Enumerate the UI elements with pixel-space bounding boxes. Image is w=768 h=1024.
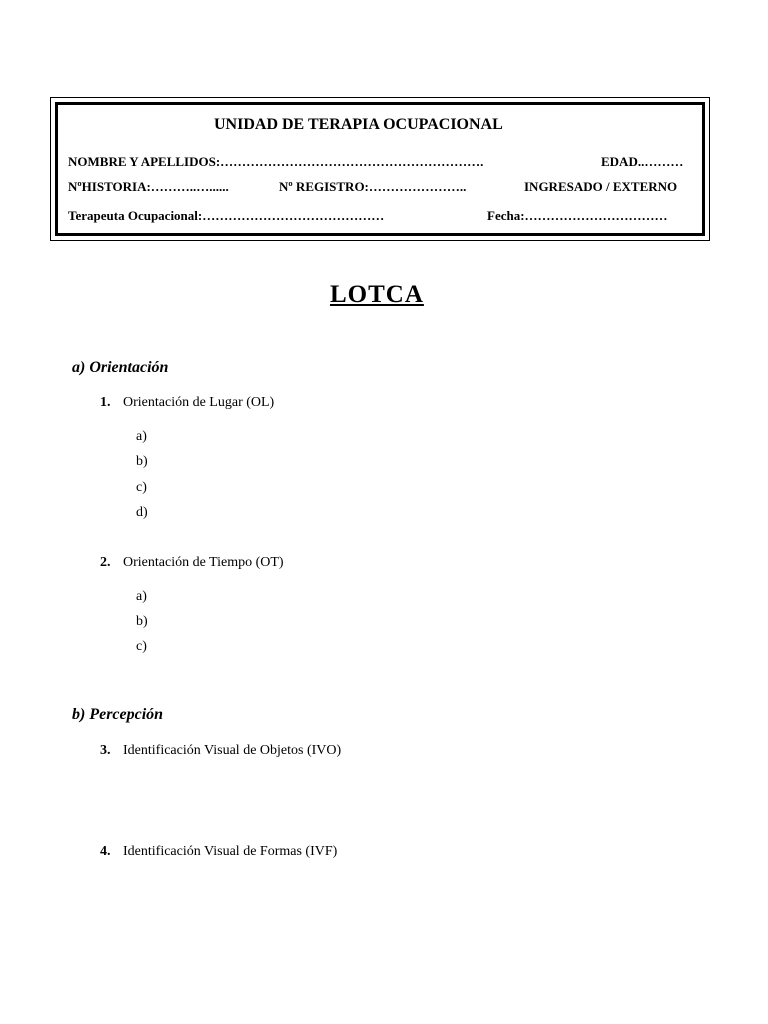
historia-field: NºHISTORIA:………..…...... [68, 179, 229, 194]
ingresado-externo-label: INGRESADO / EXTERNO [524, 179, 678, 194]
item-number: 1. [100, 395, 111, 410]
section-heading-percepcion: b) Percepción [72, 706, 164, 723]
sub-item: d) [136, 505, 148, 520]
item-orientacion-tiempo: Orientación de Tiempo (OT) [123, 555, 284, 570]
document-title: LOTCA [330, 281, 424, 308]
sub-item: b) [136, 614, 148, 629]
unit-title: UNIDAD DE TERAPIA OCUPACIONAL [214, 116, 503, 133]
nombre-field: NOMBRE Y APELLIDOS:……………………………………………………. [68, 154, 484, 169]
item-number: 2. [100, 555, 111, 570]
item-identificacion-objetos: Identificación Visual de Objetos (IVO) [123, 743, 342, 758]
sub-item: c) [136, 480, 147, 495]
sub-item: a) [136, 589, 147, 604]
registro-field: Nº REGISTRO:………………….. [279, 179, 467, 194]
terapeuta-field: Terapeuta Ocupacional:…………………………………… [68, 208, 385, 223]
sub-item: b) [136, 454, 148, 469]
edad-field: EDAD..……… [601, 154, 684, 169]
fecha-field: Fecha:…………………………… [487, 208, 668, 223]
sub-item: a) [136, 429, 147, 444]
item-number: 3. [100, 743, 111, 758]
item-orientacion-lugar: Orientación de Lugar (OL) [123, 395, 275, 410]
item-number: 4. [100, 844, 111, 859]
section-heading-orientacion: a) Orientación [72, 359, 169, 376]
sub-item: c) [136, 639, 147, 654]
item-identificacion-formas: Identificación Visual de Formas (IVF) [123, 844, 338, 859]
